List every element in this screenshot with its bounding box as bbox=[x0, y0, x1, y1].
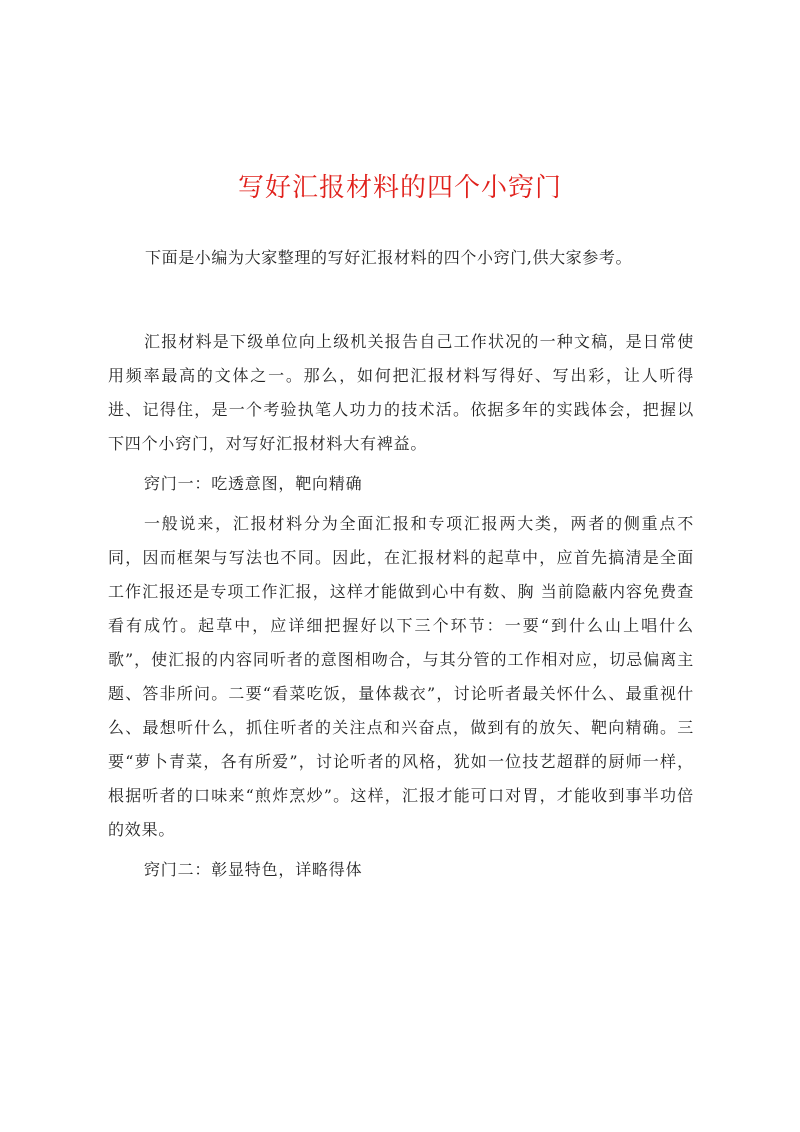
section-heading-1: 窍门一：吃透意图，靶向精确 bbox=[144, 474, 363, 493]
body-paragraph-1: 汇报材料是下级单位向上级机关报告自己工作状况的一种文稿，是日常使用频率最高的文体之一。那么，如何把汇报材料写得好、写出彩，让人听得进、记得住，是一个考验执笔人功力的技术活。依据多年的实践体会，把握以下四个小窍门，对写好汇报材料大有裨益。 bbox=[108, 332, 694, 453]
intro-paragraph: 下面是小编为大家整理的写好汇报材料的四个小窍门,供大家参考。 bbox=[145, 248, 633, 267]
body-paragraph-2: 一般说来，汇报材料分为全面汇报和专项汇报两大类，两者的侧重点不同，因而框架与写法也不同。因此，在汇报材料的起草中，应首先搞清是全面工作汇报还是专项工作汇报，这样才能做到心中有数、胸 当前隐蔽内容免费查看有成竹。起草中，应详细把握好以下三个环节：一要“到什么山上唱什么歌”，使汇报的内容同听者的意图相吻合，与其分管的工作相对应，切忌偏离主题、答非所问。二要“看菜吃饭，量体裁衣”，讨论听者最关怀什么、最重视什么、最想听什么，抓住听者的关注点和兴奋点，做到有的放矢、靶向精确。三要“萝卜青菜，各有所爱”，讨论听者的风格，犹如一位技艺超群的厨师一样，根据听者的口味来“煎炸烹炒”。这样，汇报才能可口对胃，才能收到事半功倍的效果。 bbox=[108, 514, 694, 839]
section-heading-2: 窍门二：彰显特色，详略得体 bbox=[144, 860, 363, 879]
document-body bbox=[108, 325, 694, 893]
document-title: 写好汇报材料的四个小窍门 bbox=[237, 173, 562, 203]
